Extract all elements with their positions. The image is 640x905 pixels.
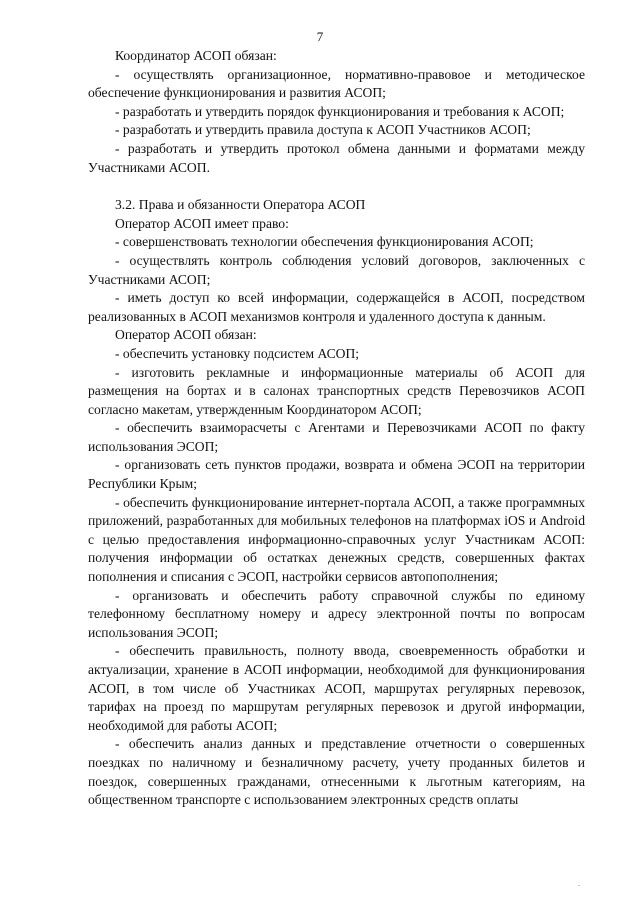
operator-duties-item: - обеспечить правильность, полноту ввода, своевременность обработки и актуализации, хранение в АСОП информации, необходимой для функционирования АСОП, в том числе об Участниках АСОП, маршрутах регулярных перевозок, тарифах на проезд по маршрутам регулярных перевозок и другой информации, необходимой для работы АСОП; — [88, 643, 585, 733]
operator-rights-item: - совершенствовать технологии обеспечения функционирования АСОП; — [115, 234, 534, 250]
operator-rights-item: - иметь доступ ко всей информации, содержащейся в АСОП, посредством реализованных в АСОП механизмов контроля и удаленного доступа к данным. — [88, 290, 585, 324]
operator-rights-intro: Оператор АСОП имеет право: — [115, 215, 289, 231]
section-title: 3.2. Права и обязанности Оператора АСОП — [115, 197, 366, 213]
scan-mark: . — [578, 878, 581, 888]
paragraph-gap — [88, 177, 585, 196]
operator-duties-item: - организовать и обеспечить работу справочной службы по единому телефонному бесплатному номеру и адресу электронной почты по вопросам использования ЭСОП; — [88, 587, 585, 640]
operator-duties-item: - обеспечить анализ данных и представление отчетности о совершенных поездках по наличному и безналичному расчету, учету проданных билетов и поездок, совершенных гражданами, отнесенными к льготным категориям, на общественном транспорте с использованием электронных средств оплаты — [88, 736, 585, 808]
operator-rights-item: - осуществлять контроль соблюдения условий договоров, заключенных с Участниками АСОП; — [88, 252, 585, 287]
operator-duties-item: - изготовить рекламные и информационные материалы об АСОП для размещения на бортах и в салонах транспортных средств Перевозчиков АСОП согласно макетам, утвержденным Координатором АСОП; — [88, 364, 585, 417]
document-body — [88, 47, 585, 810]
coordinator-item: - разработать и утвердить порядок функционирования и требования к АСОП; — [115, 103, 565, 119]
coordinator-intro: Координатор АСОП обязан: — [115, 48, 277, 63]
coordinator-item: - разработать и утвердить правила доступа к АСОП Участников АСОП; — [115, 122, 531, 138]
operator-duties-intro: Оператор АСОП обязан: — [115, 327, 257, 343]
coordinator-item: - разработать и утвердить протокол обмена данными и форматами между Участниками АСОП. — [88, 140, 585, 175]
operator-duties-item: - организовать сеть пунктов продажи, возврата и обмена ЭСОП на территории Республики Крым; — [88, 457, 585, 492]
operator-duties-item: - обеспечить установку подсистем АСОП; — [115, 345, 360, 361]
page-number: 7 — [316, 29, 324, 44]
coordinator-item: - осуществлять организационное, нормативно-правовое и методическое обеспечение функционирования и развития АСОП; — [88, 66, 585, 101]
operator-duties-item: - обеспечить функционирование интернет-портала АСОП, а также программных приложений, разработанных для мобильных телефонов на платформах iOS и Android с целью предоставления информационно-справочных услуг Участникам АСОП: получения информации об остатках денежных средств, совершенных фактах пополнения и списания с ЭСОП, настройки сервисов автопополнения; — [88, 494, 585, 585]
operator-duties-item: - обеспечить взаиморасчеты с Агентами и Перевозчиками АСОП по факту использования ЭСОП; — [88, 420, 585, 454]
